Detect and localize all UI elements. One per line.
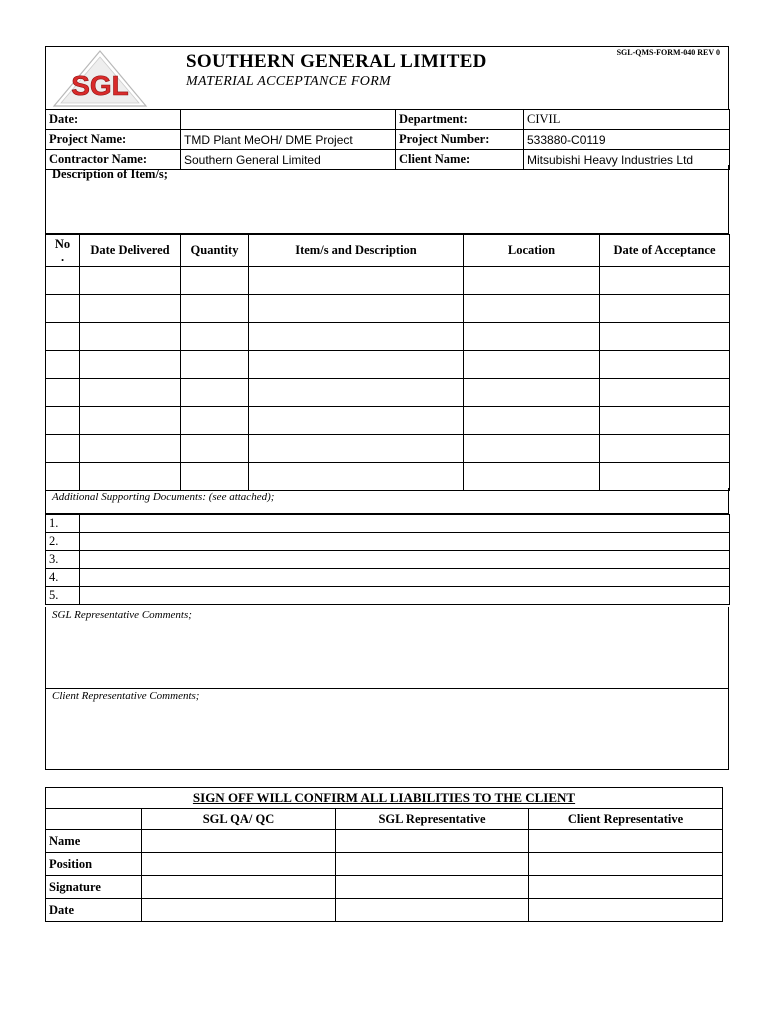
column-header-sgl-qa-qc: SGL QA/ QC	[142, 809, 336, 830]
form-header	[45, 46, 729, 110]
table-cell[interactable]	[600, 435, 730, 463]
signoff-cell[interactable]	[529, 876, 723, 899]
column-header-location: Location	[464, 235, 600, 267]
table-cell[interactable]	[464, 463, 600, 491]
table-cell[interactable]	[80, 463, 181, 491]
signoff-title: SIGN OFF WILL CONFIRM ALL LIABILITIES TO THE CLIENT	[46, 788, 723, 809]
column-header-description: Item/s and Description	[249, 235, 464, 267]
document-field[interactable]	[80, 533, 730, 551]
row-label-name: Name	[46, 830, 142, 853]
table-row	[46, 407, 730, 435]
date-label: Date:	[46, 110, 181, 130]
row-label-signature: Signature	[46, 876, 142, 899]
signoff-cell[interactable]	[142, 853, 336, 876]
sgl-comments-box[interactable]	[45, 607, 729, 689]
department-field[interactable]: CIVIL	[524, 110, 730, 130]
table-cell[interactable]	[46, 267, 80, 295]
project-number-field[interactable]: 533880-C0119	[524, 130, 730, 150]
table-cell[interactable]	[249, 267, 464, 295]
document-number: 1.	[46, 515, 80, 533]
table-cell[interactable]	[464, 323, 600, 351]
table-cell[interactable]	[80, 351, 181, 379]
list-item	[46, 515, 730, 533]
table-cell[interactable]	[80, 407, 181, 435]
description-box[interactable]	[45, 165, 729, 234]
table-cell[interactable]	[249, 351, 464, 379]
form-code: SGL-QMS-FORM-040 REV 0	[616, 48, 720, 57]
table-cell[interactable]	[249, 379, 464, 407]
table-cell[interactable]	[249, 435, 464, 463]
description-label: Description of Item/s;	[52, 167, 168, 181]
table-cell[interactable]	[80, 435, 181, 463]
table-cell[interactable]	[80, 379, 181, 407]
table-cell[interactable]	[80, 295, 181, 323]
column-header-date-of-acceptance: Date of Acceptance	[600, 235, 730, 267]
column-header-date-delivered: Date Delivered	[80, 235, 181, 267]
table-cell[interactable]	[181, 267, 249, 295]
table-row	[46, 267, 730, 295]
table-cell[interactable]	[249, 463, 464, 491]
signoff-cell[interactable]	[529, 853, 723, 876]
signoff-row-position	[46, 853, 723, 876]
signoff-cell[interactable]	[336, 899, 529, 922]
document-field[interactable]	[80, 551, 730, 569]
table-cell[interactable]	[600, 463, 730, 491]
table-cell[interactable]	[464, 407, 600, 435]
column-header-sgl-representative: SGL Representative	[336, 809, 529, 830]
signoff-cell[interactable]	[529, 830, 723, 853]
table-cell[interactable]	[181, 435, 249, 463]
list-item	[46, 533, 730, 551]
column-header-quantity: Quantity	[181, 235, 249, 267]
list-item	[46, 551, 730, 569]
supporting-documents-label: Additional Supporting Documents: (see attached);	[52, 491, 275, 503]
items-table	[45, 234, 730, 491]
row-label-position: Position	[46, 853, 142, 876]
column-header-client-representative: Client Representative	[529, 809, 723, 830]
project-name-label: Project Name:	[46, 130, 181, 150]
signoff-row-signature	[46, 876, 723, 899]
table-cell[interactable]	[46, 463, 80, 491]
table-cell[interactable]	[464, 295, 600, 323]
date-field[interactable]	[181, 110, 396, 130]
signoff-cell[interactable]	[142, 830, 336, 853]
table-row	[46, 323, 730, 351]
table-cell[interactable]	[464, 267, 600, 295]
document-number: 4.	[46, 569, 80, 587]
table-cell[interactable]	[600, 379, 730, 407]
project-name-field[interactable]: TMD Plant MeOH/ DME Project	[181, 130, 396, 150]
table-cell[interactable]	[46, 351, 80, 379]
column-header-no: No .	[46, 235, 80, 267]
department-label: Department:	[396, 110, 524, 130]
form-title: MATERIAL ACCEPTANCE FORM	[186, 74, 392, 89]
table-cell[interactable]	[46, 407, 80, 435]
signoff-table	[45, 787, 723, 922]
document-number: 2.	[46, 533, 80, 551]
table-cell[interactable]	[249, 295, 464, 323]
table-cell[interactable]	[600, 351, 730, 379]
items-header-row	[46, 235, 730, 267]
table-cell[interactable]	[80, 267, 181, 295]
table-cell[interactable]	[181, 351, 249, 379]
company-name: SOUTHERN GENERAL LIMITED	[186, 51, 487, 72]
table-cell[interactable]	[464, 435, 600, 463]
table-cell[interactable]	[46, 295, 80, 323]
table-row	[46, 463, 730, 491]
row-label-date: Date	[46, 899, 142, 922]
table-cell[interactable]	[46, 323, 80, 351]
table-cell[interactable]	[181, 295, 249, 323]
table-cell[interactable]	[600, 267, 730, 295]
client-comments-box[interactable]	[45, 688, 729, 770]
table-cell[interactable]	[600, 295, 730, 323]
signoff-cell[interactable]	[142, 899, 336, 922]
project-info-table	[45, 109, 730, 170]
table-cell[interactable]	[181, 407, 249, 435]
signoff-cell[interactable]	[142, 876, 336, 899]
table-cell[interactable]	[181, 463, 249, 491]
table-cell[interactable]	[181, 323, 249, 351]
table-cell[interactable]	[46, 435, 80, 463]
table-cell[interactable]	[249, 407, 464, 435]
table-cell[interactable]	[600, 323, 730, 351]
table-cell[interactable]	[600, 407, 730, 435]
document-number: 5.	[46, 587, 80, 605]
logo-text: SGL	[71, 70, 129, 101]
document-field[interactable]	[80, 569, 730, 587]
table-row	[46, 295, 730, 323]
sgl-comments-label: SGL Representative Comments;	[52, 609, 192, 621]
table-cell[interactable]	[80, 323, 181, 351]
table-cell[interactable]	[181, 379, 249, 407]
supporting-documents-header	[45, 488, 729, 514]
table-cell[interactable]	[249, 323, 464, 351]
signoff-cell[interactable]	[336, 876, 529, 899]
table-row	[46, 351, 730, 379]
signoff-corner	[46, 809, 142, 830]
list-item	[46, 587, 730, 605]
client-field[interactable]: Mitsubishi Heavy Industries Ltd	[524, 150, 730, 170]
table-cell[interactable]	[464, 379, 600, 407]
signoff-row-date	[46, 899, 723, 922]
document-field[interactable]	[80, 587, 730, 605]
signoff-row-name	[46, 830, 723, 853]
table-row	[46, 435, 730, 463]
document-number: 3.	[46, 551, 80, 569]
client-comments-label: Client Representative Comments;	[52, 690, 200, 702]
project-number-label: Project Number:	[396, 130, 524, 150]
list-item	[46, 569, 730, 587]
client-label: Client Name:	[396, 150, 524, 170]
table-cell[interactable]	[46, 379, 80, 407]
contractor-label: Contractor Name:	[46, 150, 181, 170]
signoff-cell[interactable]	[529, 899, 723, 922]
supporting-documents-table	[45, 514, 730, 605]
table-cell[interactable]	[464, 351, 600, 379]
sgl-logo	[52, 49, 148, 107]
table-row	[46, 379, 730, 407]
document-field[interactable]	[80, 515, 730, 533]
signoff-cell[interactable]	[336, 830, 529, 853]
signoff-cell[interactable]	[336, 853, 529, 876]
contractor-field[interactable]: Southern General Limited	[181, 150, 396, 170]
